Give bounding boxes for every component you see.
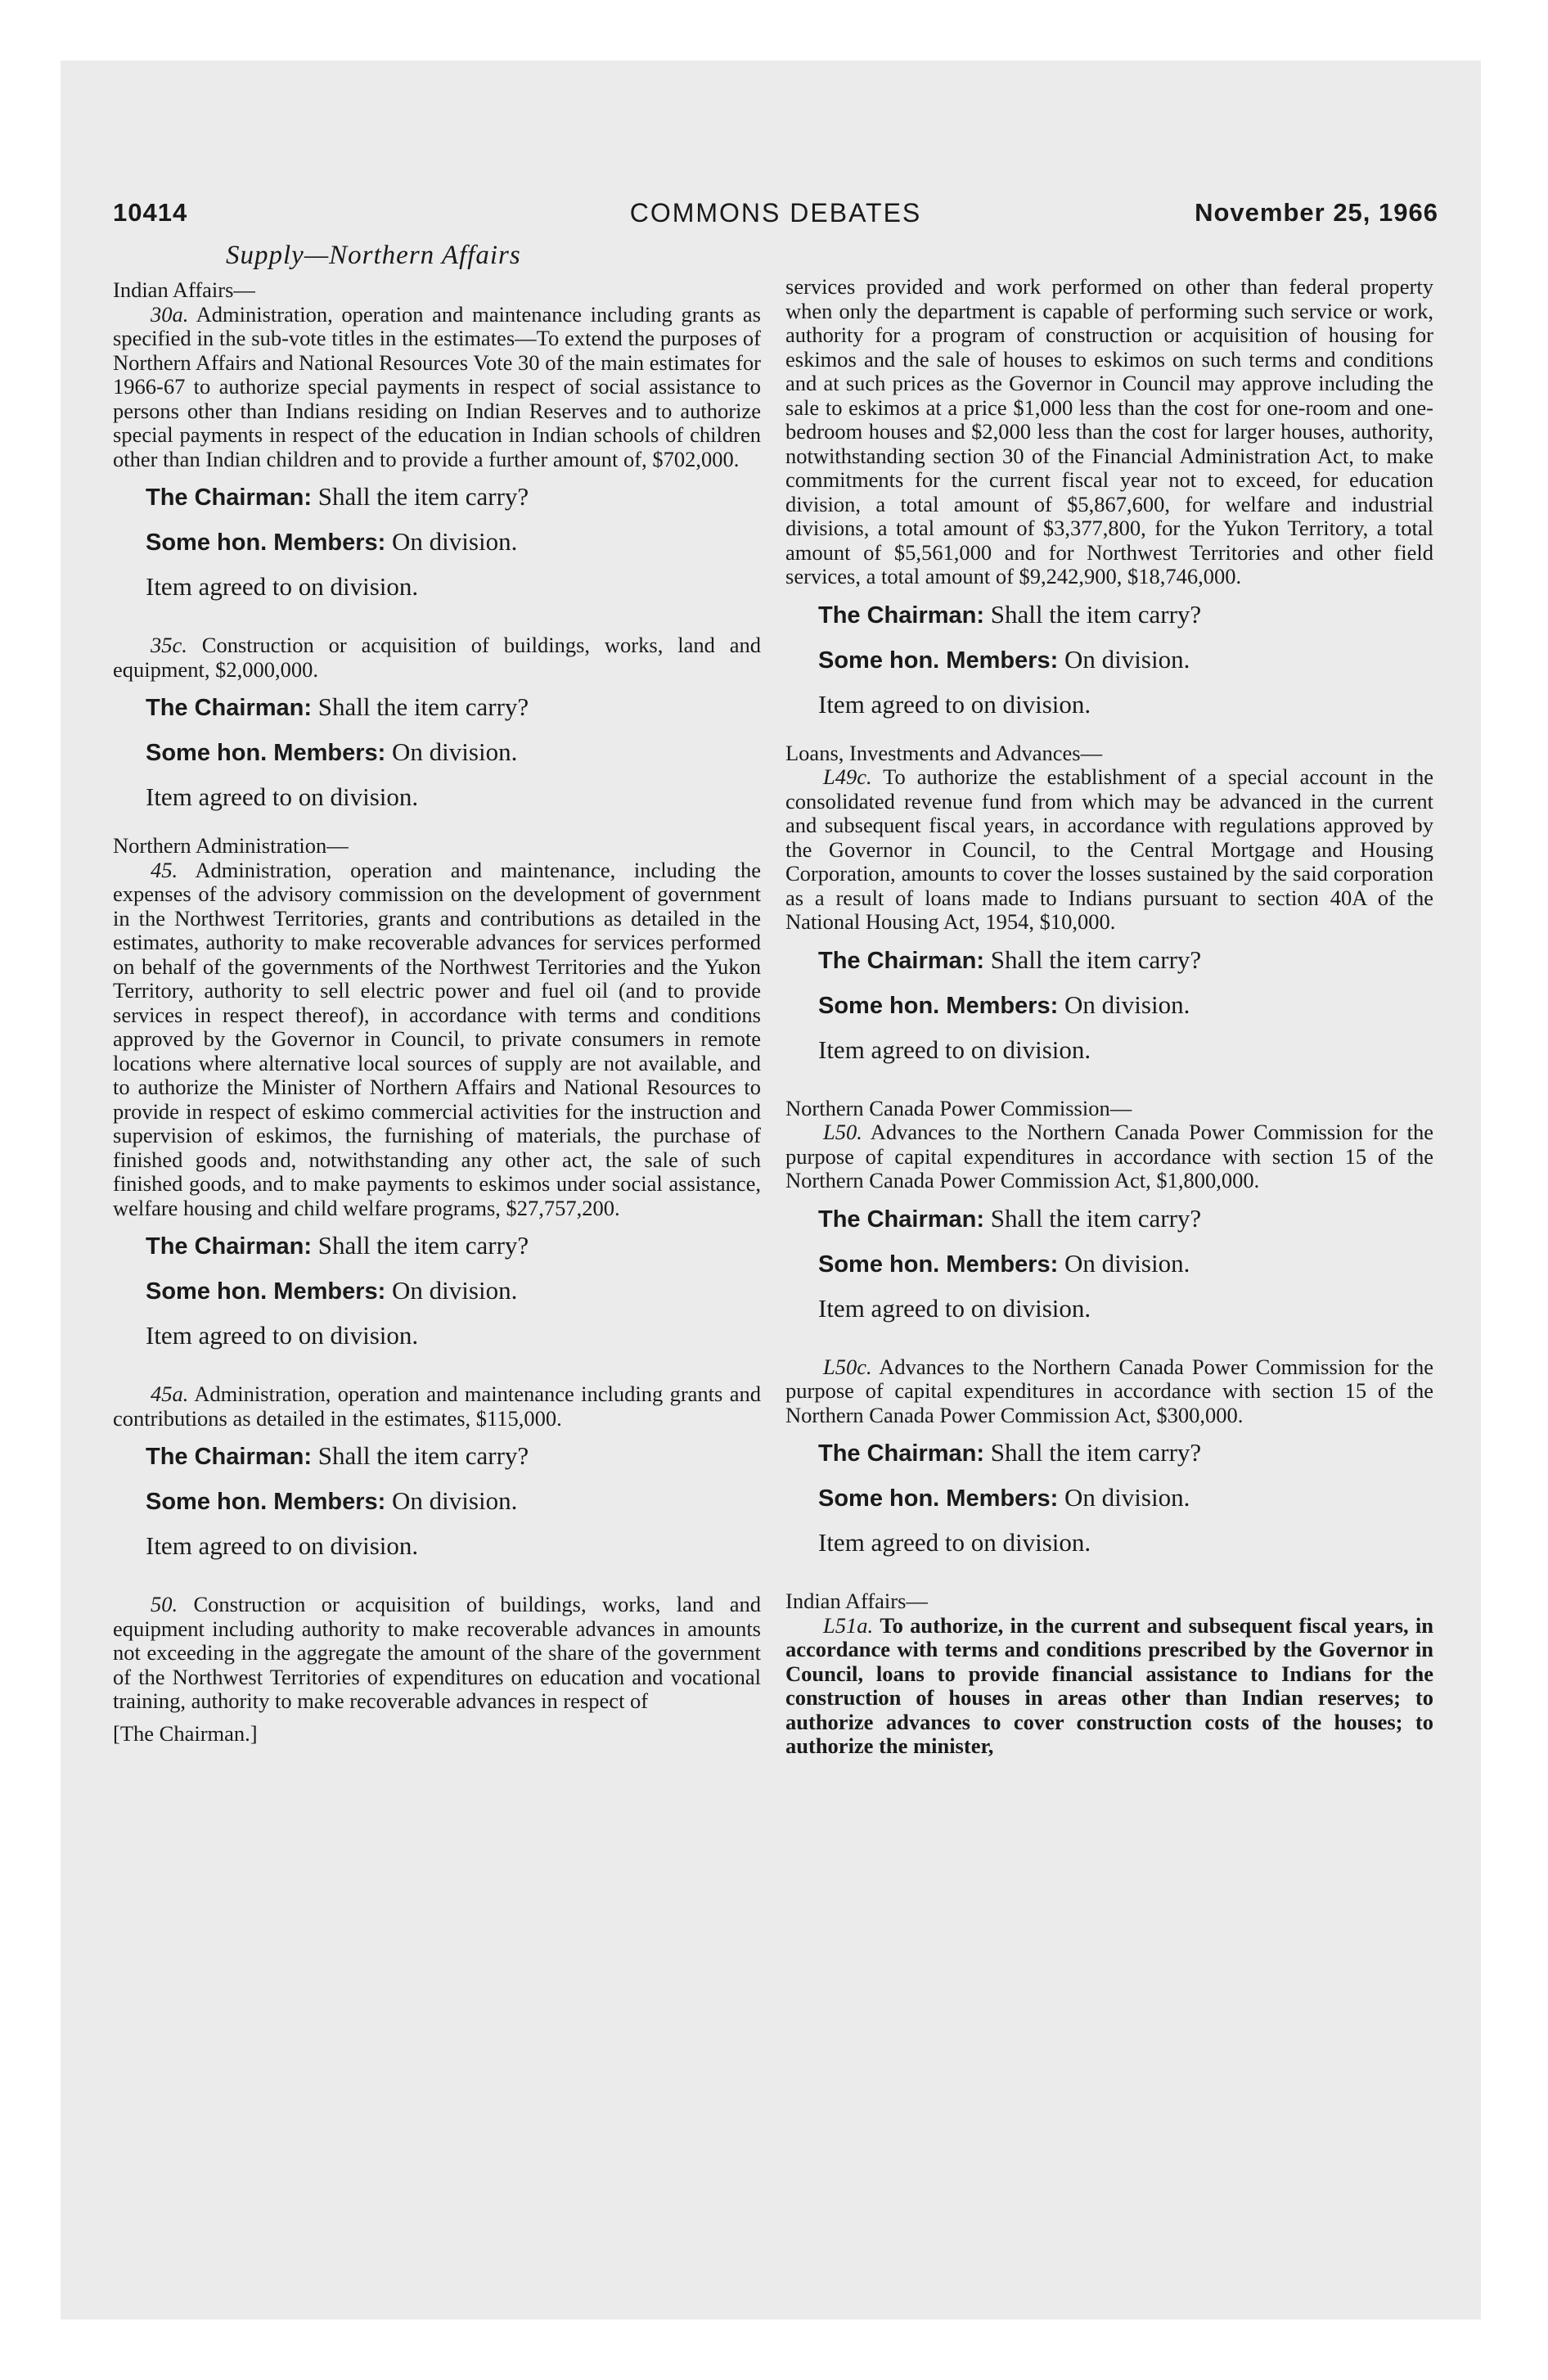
chairman-line	[113, 475, 761, 520]
agreed-line: Item agreed to on division.	[146, 782, 419, 811]
speaker-name: Some hon. Members:	[146, 1489, 386, 1515]
item-text: Administration, operation and maintenance including grants and contributions as detailed in the estimates, $115,000.	[113, 1382, 761, 1431]
speech-text: On division.	[392, 1276, 518, 1305]
item-text: Construction or acquisition of buildings, works, land and equipment including authority to make recoverable advances in amounts not exceeding in the aggregate the amount of the share of the government of the Northwest Territories of expenditures on education and vocational training, authority to make recoverable advances in respect of	[113, 1592, 761, 1713]
speech-text: On division.	[1064, 1483, 1190, 1512]
speech-text: Shall the item carry?	[317, 692, 529, 721]
speech-text: On division.	[1064, 989, 1190, 1019]
estimate-item	[113, 303, 761, 472]
chairman-line	[113, 1434, 761, 1479]
page-header	[113, 198, 1438, 239]
section-heading: Northern Administration—	[113, 833, 349, 858]
publication-date: November 25, 1966	[1195, 198, 1438, 227]
item-number: L50c.	[823, 1354, 872, 1379]
speaker-name: Some hon. Members:	[818, 647, 1059, 674]
agreed-line: Item agreed to on division.	[146, 572, 419, 601]
item-text: To authorize, in the current and subsequent fiscal years, in accordance with terms and conditions prescribed by the Governor in Council, loans to provide financial assistance to Indians for the construction of houses in areas other than Indian reserves; to authorize advances to cover construction costs of the houses; to authorize the minister,	[785, 1612, 1434, 1758]
chairman-line	[113, 1224, 761, 1269]
page-number: 10414	[113, 198, 188, 227]
speech-text: Shall the item carry?	[317, 1231, 529, 1260]
agreed-line: Item agreed to on division.	[818, 1034, 1091, 1064]
item-text: Construction or acquisition of buildings, works, land and equipment, $2,000,000.	[113, 633, 761, 682]
item-number: L51a.	[823, 1612, 874, 1638]
speaker-footer-note: [The Chairman.]	[113, 1720, 258, 1746]
speaker-name: The Chairman:	[146, 695, 313, 721]
speaker-name: Some hon. Members:	[146, 1278, 386, 1305]
item-number: 45.	[151, 857, 178, 882]
running-subheading: Supply—Northern Affairs	[226, 241, 521, 270]
chairman-line	[785, 1431, 1433, 1476]
agreed-line: Item agreed to on division.	[146, 1531, 419, 1560]
speaker-name: Some hon. Members:	[146, 530, 386, 556]
speaker-name: Some hon. Members:	[146, 740, 386, 766]
speech-text: On division.	[1064, 1248, 1190, 1278]
members-line	[785, 983, 1433, 1028]
item-text: Administration, operation and maintenance, including the expenses of the advisory commission on the development of government in the Northwest Territories, grants and contributions as detailed in the estimates, authority to make recoverable advances for services performed on behalf of the governments of the Northwest Territories and the Yukon Territory, authority to sell electric power and fuel oil (and to provide services in respect thereof), in accordance with terms and conditions approved by the Governor in Council, to private consumers in remote locations where alternative local sources of supply are not available, and to authorize the Minister of Northern Affairs and National Resources to provide in respect of eskimo commercial activities for the instruction and supervision of eskimos, the furnishing of materials, the purchase of finished goods and, notwithstanding any other act, the sale of such finished goods, and to make payments to eskimos under social assistance, welfare housing and child welfare programs, $27,757,200.	[113, 857, 762, 1220]
left-column	[113, 278, 761, 1746]
agreed-line: Item agreed to on division.	[818, 1528, 1091, 1557]
continued-item-text: services provided and work performed on other than federal property when only the department is capable of performing such service or work, authority for a program of construction or acquisition of housing for eskimos and the sale of houses to eskimos on such terms and conditions and at such prices as the Governor in Council may approve including the sale to eskimos at a price $1,000 less than the cost for one-room and one-bedroom houses and $2,000 less than the cost for larger houses, authority, notwithstanding section 30 of the Financial Administration Act, to make commitments for the current fiscal year not to exceed, for education division, a total amount of $5,867,600, for welfare and industrial divisions, a total amount of $3,377,800, for the Yukon Territory, a total amount of $5,561,000 and for Northwest Territories and other field services, a total amount of $9,242,900, $18,746,000.	[785, 274, 1433, 588]
estimate-item	[785, 1120, 1433, 1193]
chairman-line	[785, 1197, 1433, 1242]
item-number: 45a.	[151, 1382, 189, 1406]
item-text: Advances to the Northern Canada Power Commission for the purpose of capital expenditures in accordance with section 15 of the Northern Canada Power Commission Act, $1,800,000.	[785, 1120, 1433, 1192]
estimate-item	[113, 633, 761, 682]
speaker-name: The Chairman:	[818, 947, 985, 974]
agreed-line: Item agreed to on division.	[818, 689, 1091, 719]
members-line	[113, 1479, 761, 1524]
speaker-name: The Chairman:	[818, 1206, 985, 1233]
estimate-item	[113, 1382, 761, 1431]
speech-text: Shall the item carry?	[317, 482, 529, 511]
section-heading: Indian Affairs—	[113, 277, 255, 302]
item-number: 35c.	[151, 633, 187, 657]
members-line	[785, 1242, 1433, 1287]
estimate-item	[785, 1355, 1433, 1428]
speaker-name: The Chairman:	[146, 1233, 313, 1260]
estimate-item	[785, 1614, 1433, 1759]
members-line	[113, 520, 761, 565]
section-heading: Indian Affairs—	[785, 1589, 928, 1613]
estimate-item	[785, 765, 1433, 935]
speech-text: On division.	[1064, 644, 1190, 674]
right-column	[785, 275, 1433, 1759]
members-line	[113, 1269, 761, 1314]
speech-text: On division.	[392, 737, 518, 766]
speaker-name: The Chairman:	[818, 602, 985, 629]
speech-text: Shall the item carry?	[990, 1438, 1202, 1467]
item-number: 50.	[151, 1592, 178, 1616]
members-line	[785, 638, 1433, 683]
item-number: L50.	[823, 1120, 862, 1144]
chairman-line	[785, 593, 1433, 638]
speech-text: On division.	[392, 1486, 518, 1515]
speech-text: Shall the item carry?	[317, 1441, 529, 1470]
section-heading: Northern Canada Power Commission—	[785, 1095, 1132, 1120]
speaker-name: The Chairman:	[146, 485, 313, 511]
section-heading: Loans, Investments and Advances—	[785, 740, 1103, 765]
agreed-line: Item agreed to on division.	[818, 1293, 1091, 1323]
chairman-line	[113, 685, 761, 730]
speaker-name: The Chairman:	[818, 1440, 985, 1467]
publication-title: COMMONS DEBATES	[629, 198, 922, 228]
speech-text: Shall the item carry?	[990, 944, 1202, 974]
chairman-line	[785, 938, 1433, 983]
speaker-name: Some hon. Members:	[818, 992, 1059, 1019]
members-line	[785, 1476, 1433, 1521]
speech-text: On division.	[392, 527, 518, 556]
agreed-line: Item agreed to on division.	[146, 1321, 419, 1350]
speech-text: Shall the item carry?	[990, 599, 1202, 629]
item-text: Advances to the Northern Canada Power Commission for the purpose of capital expenditures in accordance with section 15 of the Northern Canada Power Commission Act, $300,000.	[785, 1354, 1433, 1427]
estimate-item	[113, 1593, 761, 1714]
estimate-item	[113, 859, 761, 1221]
speech-text: Shall the item carry?	[990, 1203, 1202, 1233]
speaker-name: Some hon. Members:	[818, 1251, 1059, 1278]
item-text: To authorize the establishment of a special account in the consolidated revenue fund from which may be advanced in the current and subsequent fiscal years, in accordance with regulations approved by the Governor in Council, to the Central Mortgage and Housing Corporation, amounts to cover the losses sustained by the said corporation as a result of loans made to Indians pursuant to section 40A of the National Housing Act, 1954, $10,000.	[785, 764, 1433, 934]
item-text: Administration, operation and maintenance including grants as specified in the sub-vote titles in the estimates—To extend the purposes of Northern Affairs and National Resources Vote 30 of the main estimates for 1966-67 to authorize special payments in respect of social assistance to persons other than Indians residing on Indian Reserves and to authorize special payments in respect of the education in Indian schools of children other than Indian children and to provide a further amount of, $702,000.	[113, 301, 761, 471]
item-number: L49c.	[823, 764, 872, 789]
item-number: 30a.	[151, 301, 189, 327]
speaker-name: Some hon. Members:	[818, 1485, 1059, 1512]
members-line	[113, 730, 761, 775]
speaker-name: The Chairman:	[146, 1444, 313, 1470]
